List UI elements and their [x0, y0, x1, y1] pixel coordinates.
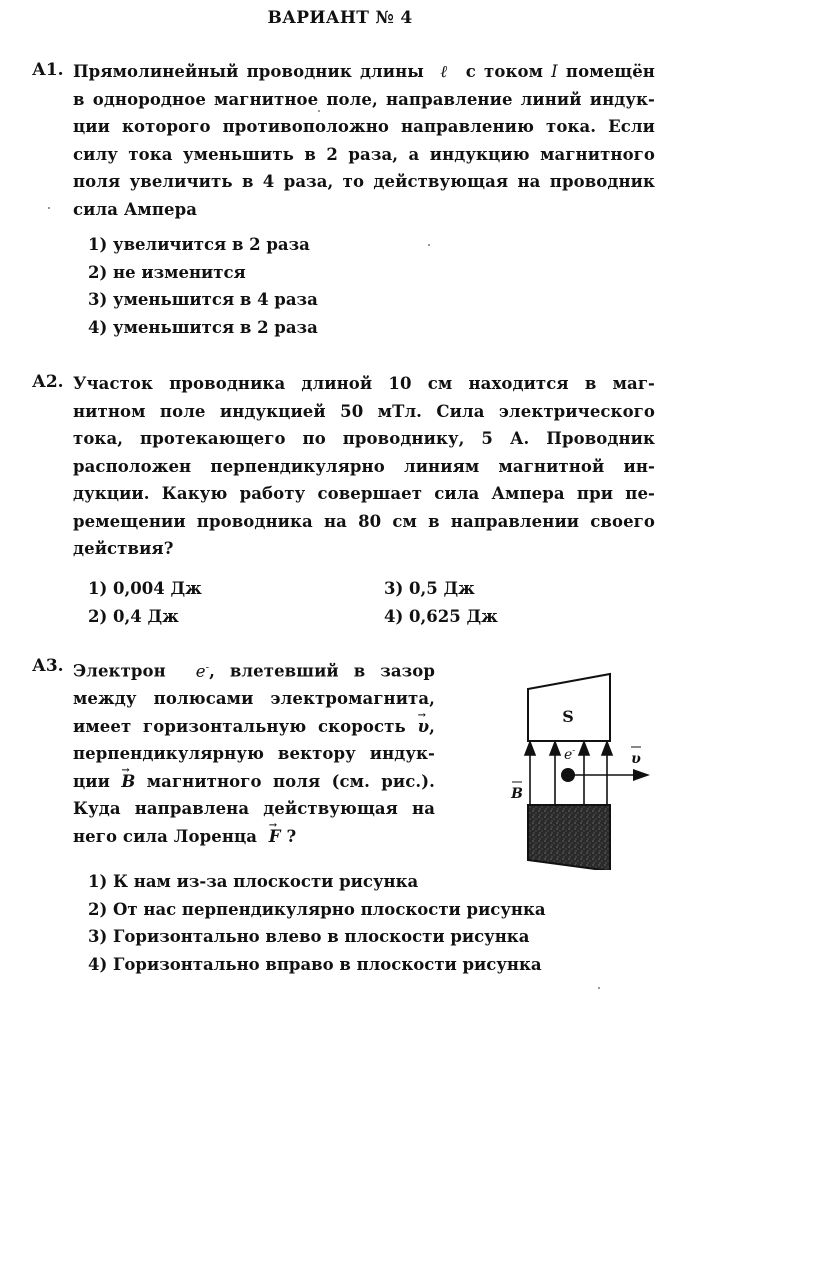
- answer-option[interactable]: 4) 0,625 Дж: [384, 606, 498, 626]
- question-a3-line: него сила Лоренца → F ?: [73, 823, 435, 851]
- scan-speck: [48, 207, 50, 209]
- answer-option[interactable]: 3) уменьшится в 4 раза: [88, 290, 318, 309]
- scan-speck: [598, 987, 600, 989]
- question-a3-line: ции → B магнитного поля (см. рис.).: [73, 768, 435, 796]
- question-a2-line: действия?: [73, 539, 174, 558]
- question-a1-line: поля увеличить в 4 раза, то действующая на проводник: [73, 172, 655, 191]
- question-a3-line: Куда направлена действующая на: [73, 799, 435, 818]
- field-arrow-icon: [525, 742, 535, 755]
- north-pole: [528, 805, 610, 870]
- answer-option[interactable]: 4) уменьшится в 2 раза: [88, 317, 318, 337]
- question-a2-line: расположен перпендикулярно линиям магнитной ин-: [73, 456, 655, 476]
- question-a2-line: нитном поле индукцией 50 мТл. Сила электрического: [73, 401, 655, 421]
- answer-option[interactable]: 2) 0,4 Дж: [88, 606, 179, 626]
- question-a1-line: силу тока уменьшить в 2 раза, а индукцию магнитного: [73, 144, 655, 164]
- scan-speck: [318, 110, 320, 112]
- question-a2-options-col1: [88, 575, 202, 630]
- answer-option[interactable]: 1) К нам из-за плоскости рисунка: [88, 872, 419, 891]
- velocity-label: υ: [631, 751, 641, 767]
- answer-option[interactable]: 1) увеличится в 2 раза: [88, 235, 310, 254]
- question-a3-line: перпендикулярную вектору индук-: [73, 744, 435, 763]
- question-a1-line: сила Ампера: [73, 199, 198, 219]
- answer-option[interactable]: 1) 0,004 Дж: [88, 579, 202, 598]
- south-pole-label: S: [562, 707, 574, 726]
- question-a3-line: имеет горизонтальную скорость → υ,: [73, 713, 435, 741]
- answer-option[interactable]: 3) Горизонтально влево в плоскости рисунка: [88, 927, 530, 946]
- question-a1-text: [73, 58, 655, 223]
- question-a3-line: Электрон e-, влетевший в зазор: [73, 661, 435, 681]
- field-arrow-icon: [602, 742, 612, 755]
- question-a2-text: [73, 370, 655, 563]
- question-a1-label: А1.: [32, 60, 64, 80]
- variant-title: ВАРИАНТ № 4: [267, 8, 413, 28]
- electromagnet-figure: [490, 660, 660, 870]
- question-a3-text: [73, 654, 435, 850]
- answer-option[interactable]: 3) 0,5 Дж: [384, 579, 475, 598]
- induction-vector-symbol: → B: [121, 768, 135, 796]
- question-a2-line: ремещении проводника на 80 см в направлении своего: [73, 511, 655, 531]
- question-a1-line: Прямолинейный проводник длины ℓ с током I помещён: [73, 62, 655, 81]
- field-arrow-icon: [550, 742, 560, 755]
- induction-label: B: [511, 786, 523, 802]
- question-a1-line: в однородное магнитное поле, направление линий индук-: [73, 89, 655, 109]
- question-a2-line: тока, протекающего по проводнику, 5 А. Проводник: [73, 429, 655, 448]
- question-a2-label: А2.: [32, 372, 64, 392]
- velocity-arrowhead-icon: [633, 769, 650, 781]
- question-a3-label: А3.: [32, 656, 64, 676]
- scan-speck: [428, 244, 430, 246]
- question-a2-options-col2: [384, 575, 498, 630]
- force-vector-symbol: → F: [269, 823, 281, 851]
- electromagnet-diagram: [490, 660, 660, 870]
- question-a3-options: [88, 868, 546, 978]
- question-a3-line: между полюсами электромагнита,: [73, 689, 435, 708]
- answer-option[interactable]: 2) От нас перпендикулярно плоскости рисунка: [88, 899, 546, 919]
- electron-symbol: e-: [195, 661, 210, 681]
- question-a1-options: [88, 231, 318, 341]
- electron-label: e-: [564, 746, 576, 763]
- velocity-vector-symbol: → υ: [418, 713, 430, 741]
- question-a1-line: ции которого противоположно направлению тока. Если: [73, 117, 655, 136]
- question-a2-line: Участок проводника длиной 10 см находится в маг-: [73, 374, 655, 393]
- current-symbol: I: [551, 62, 558, 81]
- question-a2-line: дукции. Какую работу совершает сила Ампера при пе-: [73, 484, 655, 503]
- field-arrow-icon: [579, 742, 589, 755]
- length-symbol: ℓ: [440, 62, 450, 81]
- answer-option[interactable]: 4) Горизонтально вправо в плоскости рисунка: [88, 954, 542, 974]
- answer-option[interactable]: 2) не изменится: [88, 262, 246, 282]
